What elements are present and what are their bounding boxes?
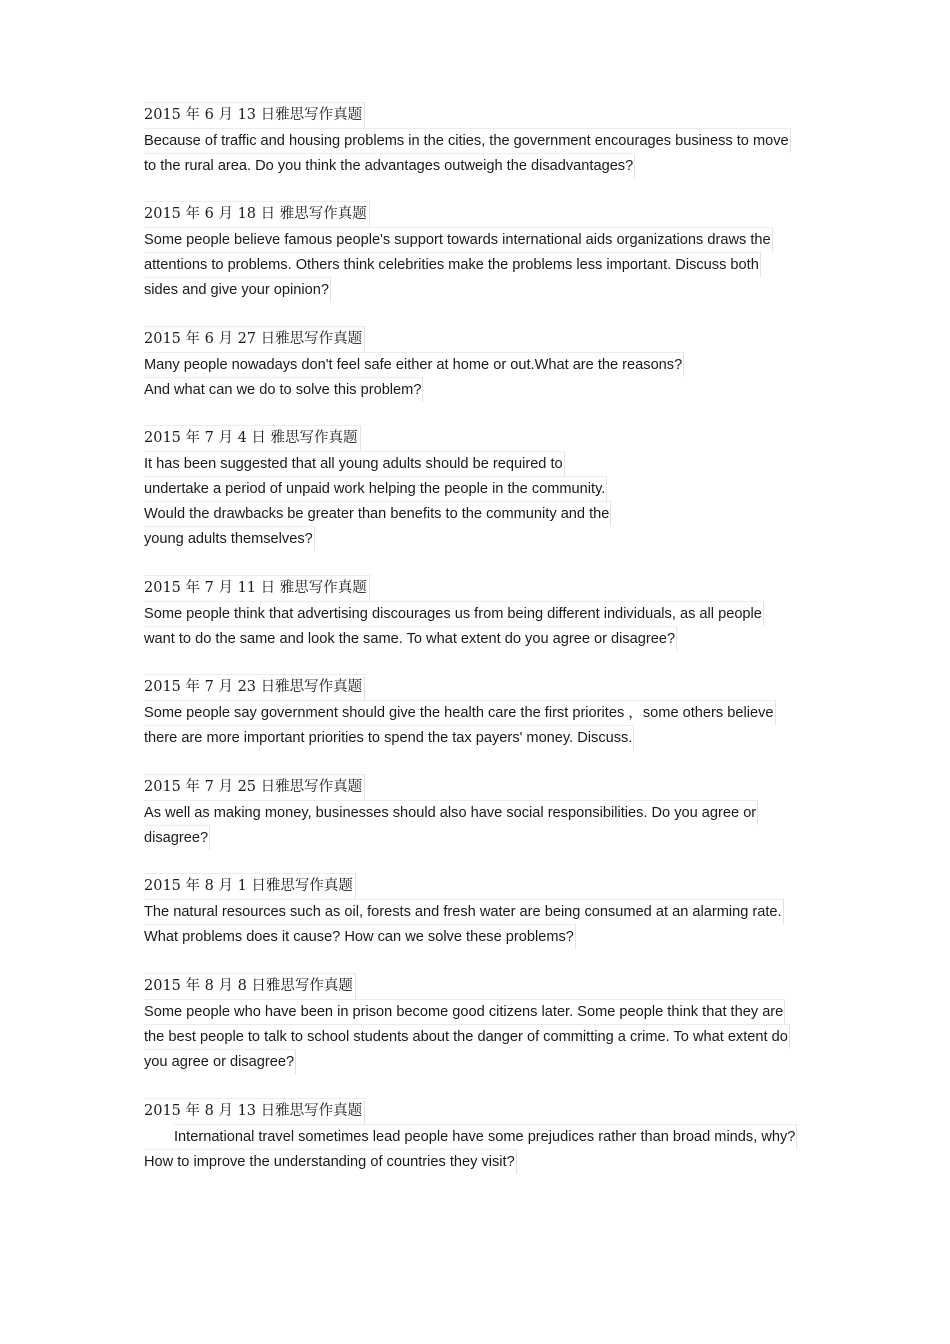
entry-date-heading: 2015 年 6 月 18 日 雅思写作真题 (144, 201, 370, 227)
essay-prompt-line: As well as making money, businesses should also have social responsibilities. Do you agree or (144, 800, 824, 825)
essay-prompt-line: Many people nowadays don't feel safe either at home or out.What are the reasons? (144, 352, 824, 377)
entry-date-heading: 2015 年 7 月 11 日 雅思写作真题 (144, 575, 370, 601)
essay-prompt-line: sides and give your opinion? (144, 277, 824, 302)
entry-date-heading: 2015 年 7 月 4 日 雅思写作真题 (144, 425, 361, 451)
essay-entry-0711 (144, 575, 824, 651)
entry-date-heading: 2015 年 7 月 23 日雅思写作真题 (144, 674, 365, 700)
entry-date-heading: 2015 年 6 月 13 日雅思写作真题 (144, 102, 365, 128)
essay-entry-0723 (144, 674, 824, 750)
essay-prompt-line: young adults themselves? (144, 526, 824, 551)
essay-prompt-line: It has been suggested that all young adults should be required to (144, 451, 824, 476)
essay-prompt-line: you agree or disagree? (144, 1049, 824, 1074)
essay-entry-0618 (144, 201, 824, 302)
essay-prompt-line: And what can we do to solve this problem? (144, 377, 824, 402)
entry-date-heading: 2015 年 6 月 27 日雅思写作真题 (144, 326, 365, 352)
essay-prompt-line: Some people believe famous people's support towards international aids organizations draws the (144, 227, 824, 252)
essay-prompt-line: The natural resources such as oil, forests and fresh water are being consumed at an alarming rate. (144, 899, 824, 924)
essay-prompt-line: What problems does it cause? How can we solve these problems? (144, 924, 824, 949)
essay-prompt-line: there are more important priorities to spend the tax payers' money. Discuss. (144, 725, 824, 750)
essay-prompt-line: Some people who have been in prison become good citizens later. Some people think that they are (144, 999, 824, 1024)
essay-prompt-line: How to improve the understanding of countries they visit? (144, 1149, 824, 1174)
essay-prompt-line: want to do the same and look the same. To what extent do you agree or disagree? (144, 626, 824, 651)
essay-prompt-line: Because of traffic and housing problems in the cities, the government encourages business to move (144, 128, 824, 153)
essay-entry-0808 (144, 973, 824, 1074)
essay-prompt-line: International travel sometimes lead people have some prejudices rather than broad minds, why? (144, 1124, 824, 1149)
entry-date-heading: 2015 年 8 月 13 日雅思写作真题 (144, 1098, 365, 1124)
essay-entry-0725 (144, 774, 824, 850)
essay-prompt-line: the best people to talk to school students about the danger of committing a crime. To what extent do (144, 1024, 824, 1049)
entry-date-heading: 2015 年 8 月 1 日雅思写作真题 (144, 873, 356, 899)
essay-entry-0801 (144, 873, 824, 949)
essay-prompt-line: Would the drawbacks be greater than benefits to the community and the (144, 501, 824, 526)
entry-date-heading: 2015 年 7 月 25 日雅思写作真题 (144, 774, 365, 800)
entry-date-heading: 2015 年 8 月 8 日雅思写作真题 (144, 973, 356, 999)
essay-prompt-line: Some people say government should give the health care the first priorites ，some others believe (144, 700, 824, 725)
essay-prompt-line: Some people think that advertising discourages us from being different individuals, as all people (144, 601, 824, 626)
essay-entry-0613 (144, 102, 824, 178)
essay-prompt-line: undertake a period of unpaid work helping the people in the community. (144, 476, 824, 501)
essay-prompt-line: disagree? (144, 825, 824, 850)
essay-entry-0627 (144, 326, 824, 402)
essay-prompt-line: attentions to problems. Others think celebrities make the problems less important. Discuss both (144, 252, 824, 277)
essay-prompt-line: to the rural area. Do you think the advantages outweigh the disadvantages? (144, 153, 824, 178)
essay-entry-0704 (144, 425, 824, 551)
essay-entry-0813 (144, 1098, 824, 1174)
